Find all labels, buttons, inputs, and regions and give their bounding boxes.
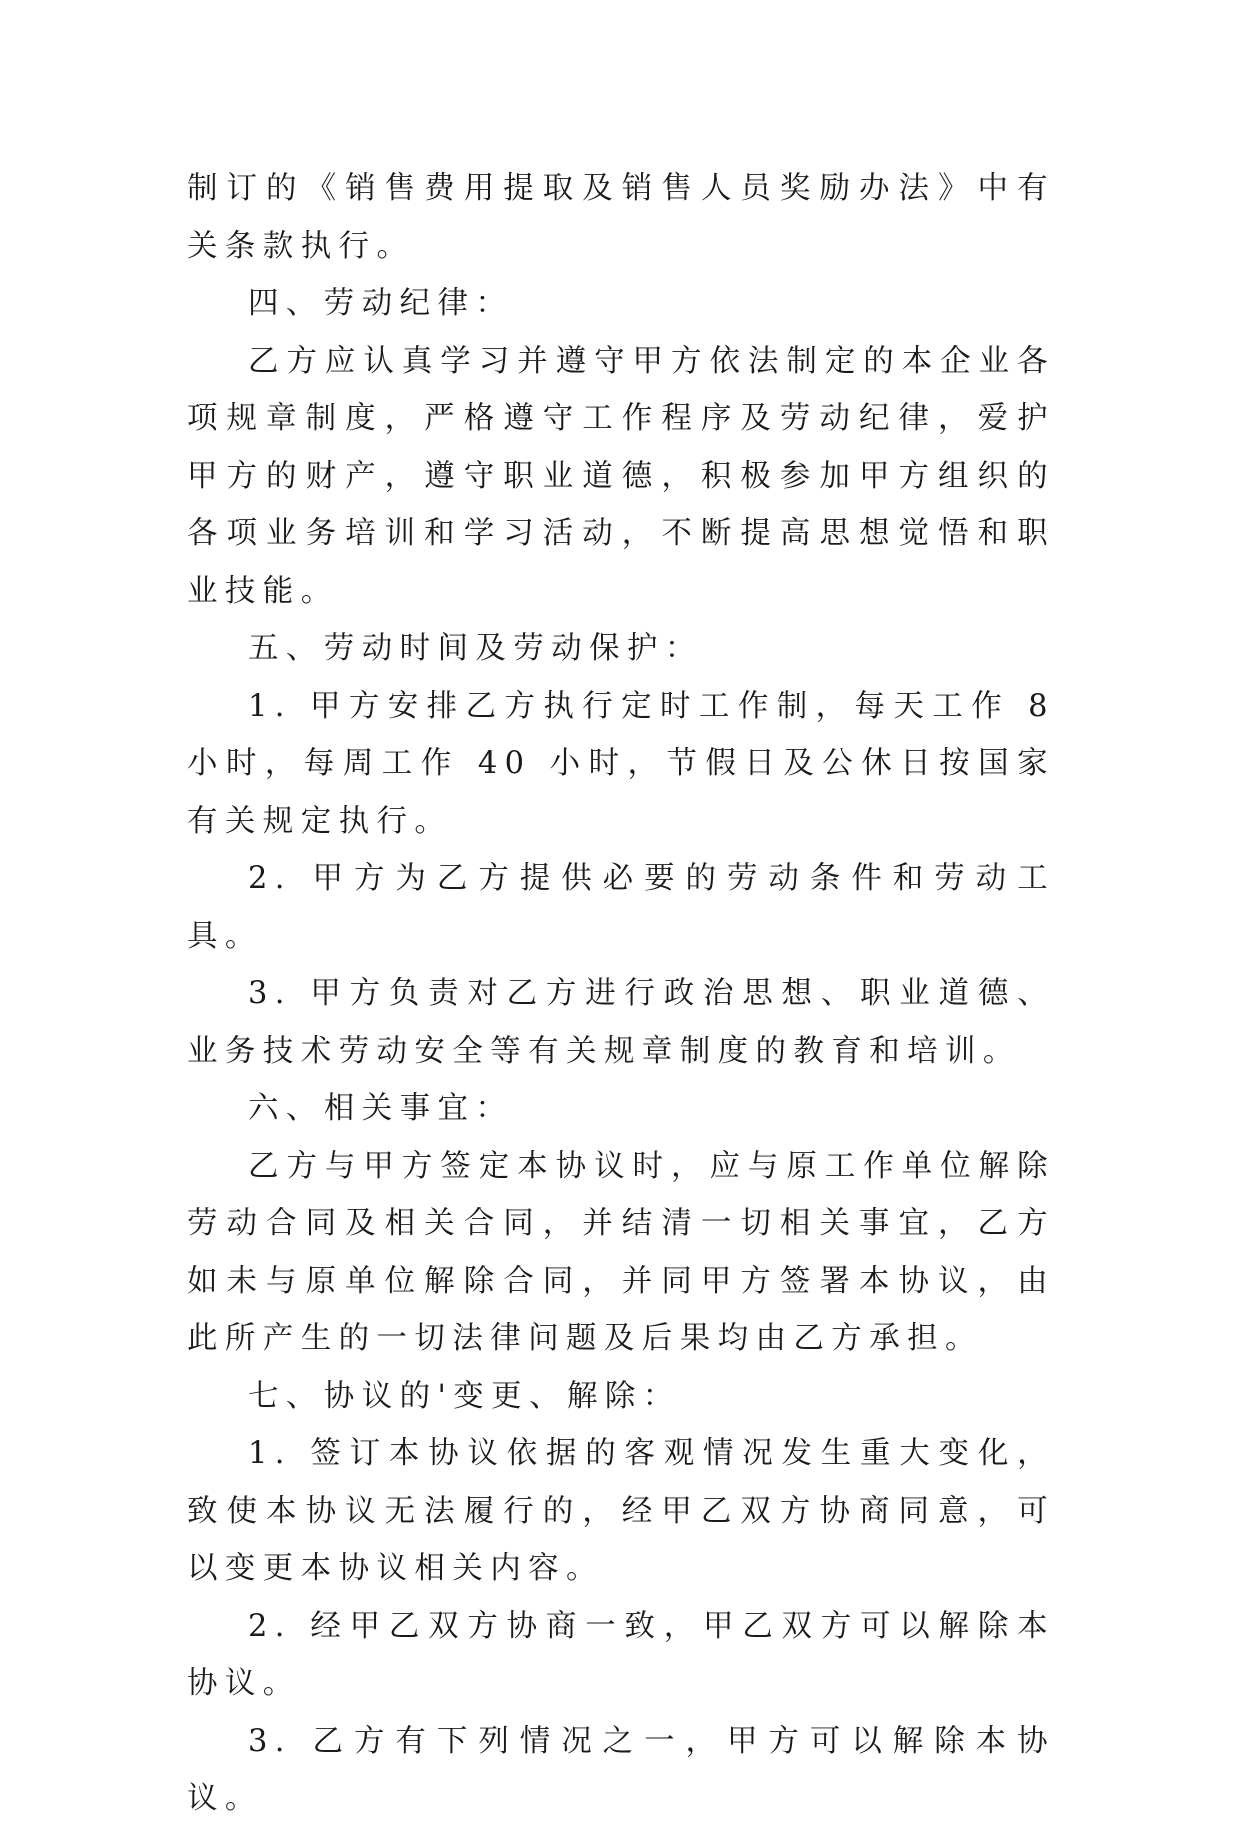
heading-change-termination: 七、协议的'变更、解除： (248, 1378, 681, 1414)
paragraph-sales-clause-continued: 制订的《销售费用提取及销售人员奖励办法》中有关条款执行。 (187, 171, 1055, 264)
paragraph-working-hours-item-3: 3. 甲方负责对乙方进行政治思想、职业道德、业务技术劳动安全等有关规章制度的教育和培训。 (187, 976, 1055, 1069)
document-page (187, 160, 1055, 1828)
paragraph-change-item-3: 3. 乙方有下列情况之一，甲方可以解除本协议。 (187, 1723, 1055, 1816)
heading-related-matters: 六、相关事宜： (248, 1091, 514, 1126)
heading-labor-discipline: 四、劳动纪律： (248, 286, 514, 321)
heading-working-hours-protection: 五、劳动时间及劳动保护： (248, 631, 703, 666)
paragraph-working-hours-item-2: 2. 甲方为乙方提供必要的劳动条件和劳动工具。 (187, 861, 1055, 954)
paragraph-change-item-2: 2. 经甲乙双方协商一致，甲乙双方可以解除本协议。 (187, 1608, 1055, 1701)
paragraph-related-matters: 乙方与甲方签定本协议时，应与原工作单位解除劳动合同及相关合同，并结清一切相关事宜，乙方如未与原单位解除合同，并同甲方签署本协议，由此所产生的一切法律问题及后果均由乙方承担。 (187, 1148, 1055, 1356)
paragraph-change-item-1: 1. 签订本协议依据的客观情况发生重大变化，致使本协议无法履行的，经甲乙双方协商同意，可以变更本协议相关内容。 (187, 1436, 1055, 1586)
paragraph-working-hours-item-1: 1. 甲方安排乙方执行定时工作制，每天工作 8 小时，每周工作 40 小时，节假日及公休日按国家有关规定执行。 (187, 688, 1055, 839)
paragraph-labor-discipline: 乙方应认真学习并遵守甲方依法制定的本企业各项规章制度，严格遵守工作程序及劳动纪律，爱护甲方的财产，遵守职业道德，积极参加甲方组织的各项业务培训和学习活动，不断提高思想觉悟和职业技能。 (187, 343, 1055, 609)
